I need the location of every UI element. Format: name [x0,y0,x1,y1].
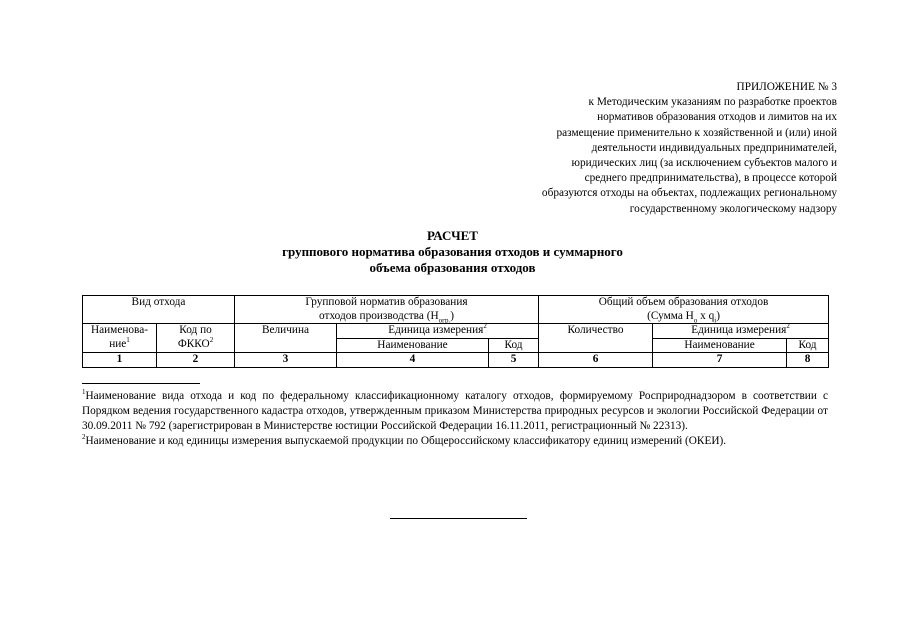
table-header-row-2 [83,324,829,339]
column-number: 4 [337,353,489,368]
column-number: 7 [653,353,787,368]
document-title [0,228,905,276]
column-number: 2 [157,353,235,368]
footnote-2: $^2$Наименование и код единицы измерения выпускаемой продукции по Общероссийскому классификатору единиц измерений (ОКЕИ). [82,433,727,447]
end-separator [390,518,527,519]
header-unit2-name: Наименование [653,338,787,353]
appendix-line: к Методическим указаниям по разработке проектов [588,96,837,109]
header-unit2-code: Код [787,338,829,353]
header-group-norm-line2: отходов производства $(Н_{огр.})$ [319,309,455,324]
header-group-norm [235,296,539,324]
header-total-volume [539,296,829,324]
footnote-separator [82,383,200,384]
appendix-line: государственному экологическому надзору [629,202,837,215]
header-unit-name: Наименование [337,338,489,353]
appendix-header [542,80,837,217]
header-waste-type [83,296,235,324]
header-quantity: Количество [539,324,653,353]
column-number: 1 [83,353,157,368]
appendix-line: размещение применительно к хозяйственной и (или) иной [556,126,837,139]
header-total-line2: (Сумма $Н_о$ х $q_i$) [647,309,720,324]
appendix-line: образуются отходы на объектах, подлежащих региональному [541,187,837,200]
header-unit: Единица измерения$^2$ [337,324,539,339]
header-unit-2: Единица измерения$^2$ [653,324,829,339]
appendix-line: среднего предпринимательства), в процессе которой [584,172,837,185]
header-waste-type-text: Вид отхода [131,296,186,308]
header-name: Наименова- ние$^1$ [83,324,157,353]
title-line-1: РАСЧЕТ [427,228,478,243]
header-unit-code: Код [489,338,539,353]
header-total-line1: Общий объем образования отходов [598,296,769,308]
column-number: 3 [235,353,337,368]
calculation-table [82,295,829,368]
appendix-line: нормативов образования отходов и лимитов на их [597,111,837,124]
title-line-3: объема образования отходов [369,260,536,275]
table-number-row [83,353,829,368]
column-number: 5 [489,353,539,368]
appendix-line: ПРИЛОЖЕНИЕ № 3 [736,81,837,93]
footnote-1: $^1$Наименование вида отхода и код по федеральному классификационному каталогу отходов, формируемому Росприроднадзором в соответствии с Порядком ведения государственного кадастра отходов, утвержденным приказом Министерства природных ресурсов и экологии Российской Федерации от 30.09.2011 № 792 (зарегистрирован в Министерстве юстиции Российской Федерации 16.11.2011, регистрационный № 22313). [82,388,828,432]
column-number: 6 [539,353,653,368]
header-group-norm-line1: Групповой норматив образования [305,296,468,308]
appendix-line: юридических лиц (за исключением субъектов малого и [571,157,837,170]
header-value: Величина [235,324,337,353]
header-fkko-code: Код по ФККО$^2$ [157,324,235,353]
appendix-line: деятельности индивидуальных предпринимателей, [591,141,837,154]
footnotes [82,389,828,449]
title-line-2: группового норматива образования отходов и суммарного [282,244,623,259]
column-number: 8 [787,353,829,368]
